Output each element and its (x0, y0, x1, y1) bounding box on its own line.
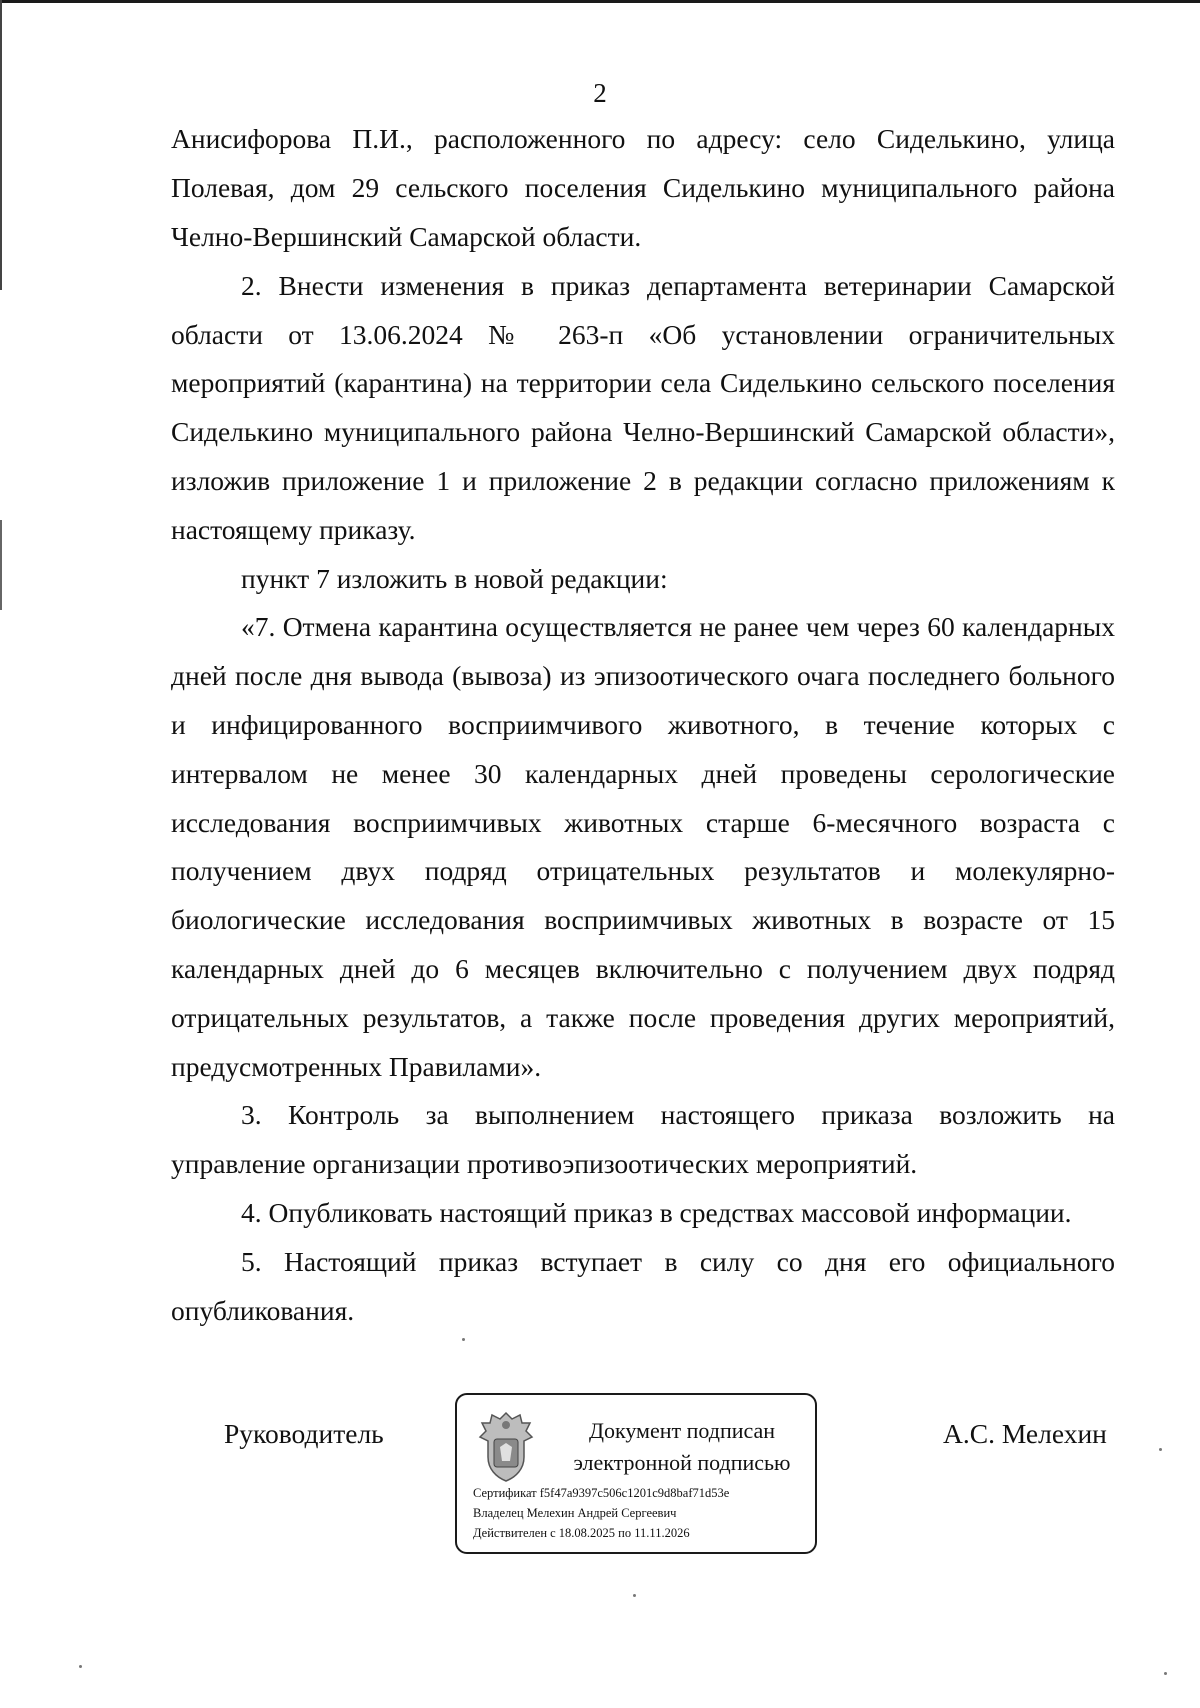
scan-edge (0, 0, 2, 290)
scan-speck (1164, 1672, 1167, 1675)
paragraph-item-2: 2. Внести изменения в приказ департамента ветеринарии Самарской области от 13.06.2024 № 263-п «Об установлении ограничительных мероприятий (карантина) на территории села Сиделькино сельского поселения Сиделькино муниципального района Челно-Вершинский Самарской области», изложив приложение 1 и приложение 2 в редакции согласно приложениям к настоящему приказу. (171, 269, 1115, 545)
scan-edge (0, 520, 2, 610)
electronic-signature-stamp (455, 1393, 817, 1554)
paragraph-item-4: 4. Опубликовать настоящий приказ в средствах массовой информации. (241, 1197, 1072, 1229)
stamp-owner: Владелец Мелехин Андрей Сергеевич (473, 1506, 677, 1520)
stamp-title (557, 1415, 807, 1479)
paragraph-item-2-note: пункт 7 изложить в новой редакции: (241, 562, 668, 594)
page-number: 2 (593, 78, 607, 108)
stamp-title-line1: Документ подписан (588, 1418, 776, 1443)
document-body (171, 115, 1115, 1335)
stamp-certificate: Сертификат f5f47a9397c506c1201c9d8baf71d53e (473, 1486, 730, 1500)
scan-speck (79, 1665, 82, 1668)
scan-speck (633, 1594, 636, 1597)
paragraph-item-5: 5. Настоящий приказ вступает в силу со дня его официального опубликования. (171, 1245, 1115, 1326)
scan-edge (0, 0, 1200, 3)
scan-speck (462, 1338, 465, 1341)
signatory-role: Руководитель (224, 1418, 384, 1449)
scan-speck (1159, 1448, 1162, 1451)
stamp-title-line2: электронной подписью (573, 1450, 791, 1475)
stamp-validity: Действителен с 18.08.2025 по 11.11.2026 (473, 1526, 690, 1540)
paragraph-continuation: Анисифорова П.И., расположенного по адресу: село Сиделькино, улица Полевая, дом 29 сельского поселения Сиделькино муниципального района Челно-Вершинский Самарской области. (171, 123, 1115, 252)
coat-of-arms-icon (476, 1411, 536, 1483)
paragraph-quote-item-7: «7. Отмена карантина осуществляется не ранее чем через 60 календарных дней после дня вывода (вывоза) из эпизоотического очага последнего больного и инфицированного восприимчивого животного, в течение которых с интервалом не менее 30 календарных дней проведены серологические исследования восприимчивых животных старше 6-месячного возраста с получением двух подряд отрицательных результатов и молекулярно-биологические исследования восприимчивых животных в возрасте от 15 календарных дней до 6 месяцев включительно с получением двух подряд отрицательных результатов, а также после проведения других мероприятий, предусмотренных Правилами». (171, 611, 1115, 1082)
paragraph-item-3: 3. Контроль за выполнением настоящего приказа возложить на управление организации противоэпизоотических мероприятий. (171, 1099, 1115, 1180)
signatory-name: А.С. Мелехин (943, 1418, 1107, 1449)
